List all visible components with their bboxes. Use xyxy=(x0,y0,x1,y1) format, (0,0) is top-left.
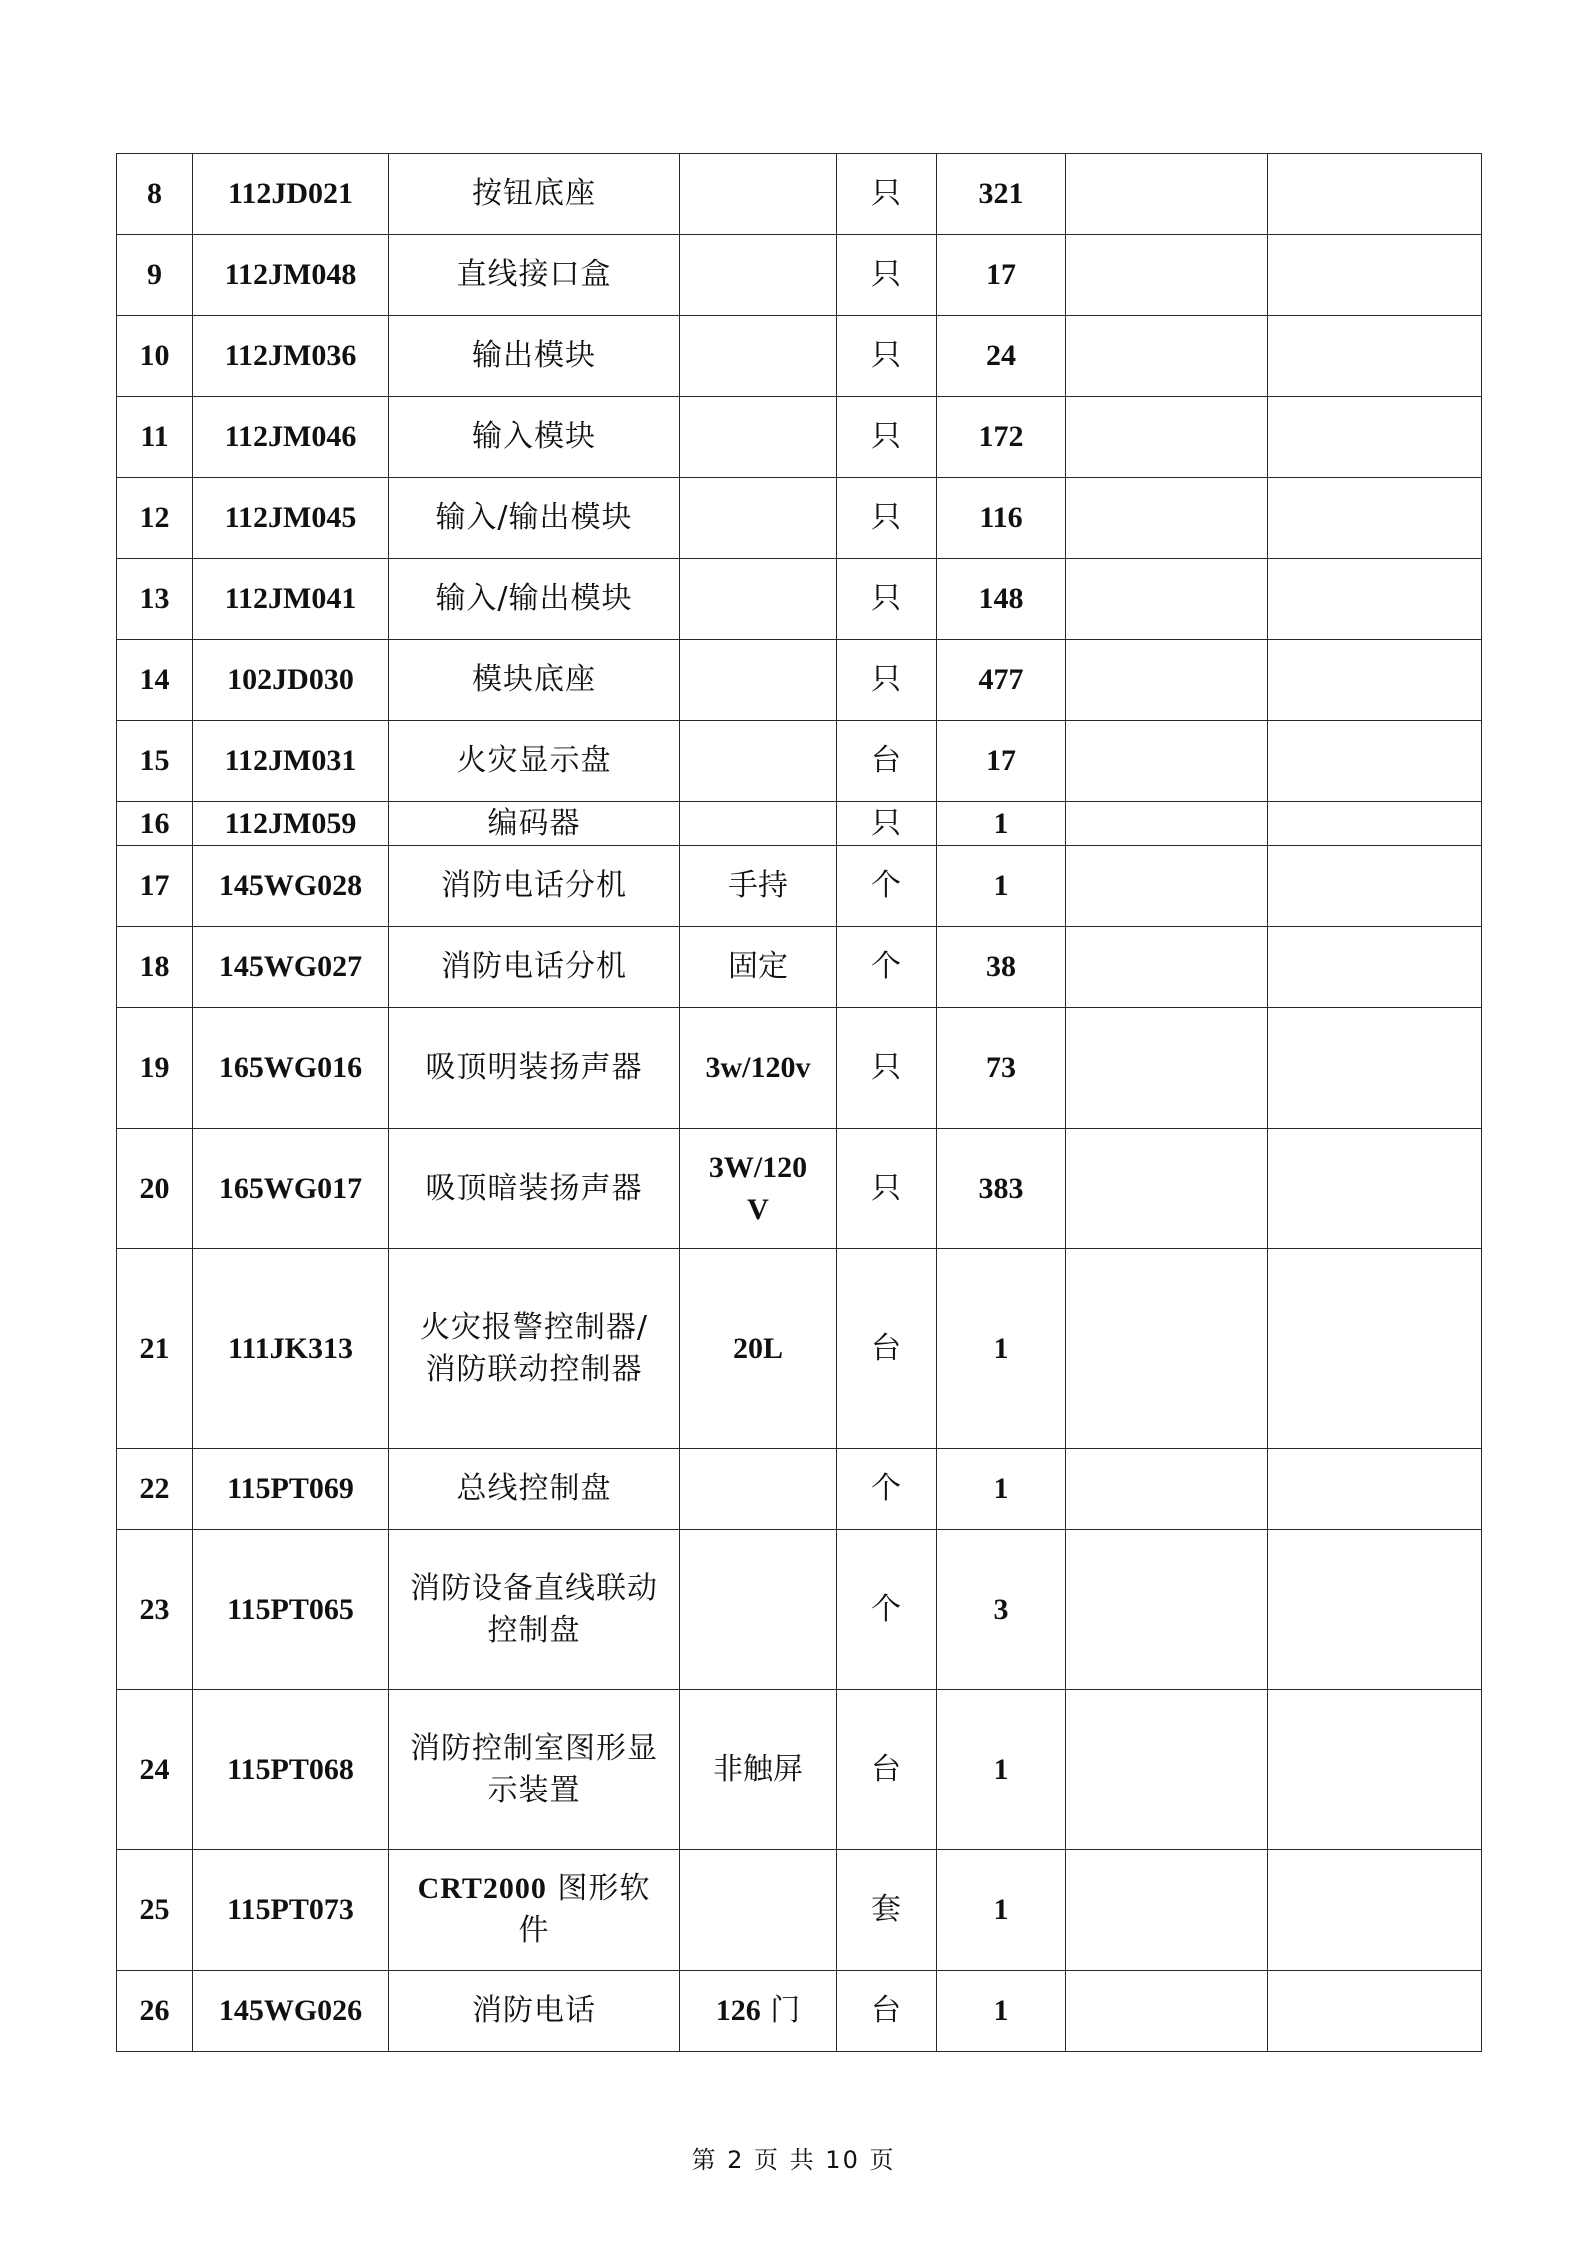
item-unit: 台 xyxy=(837,721,937,802)
item-spec xyxy=(680,397,837,478)
empty-cell xyxy=(1268,1449,1482,1530)
item-code: 112JD021 xyxy=(193,154,389,235)
row-number: 16 xyxy=(117,802,193,846)
item-code: 112JM048 xyxy=(193,235,389,316)
item-code: 115PT065 xyxy=(193,1530,389,1690)
item-spec xyxy=(680,478,837,559)
equipment-table xyxy=(116,153,1482,2052)
item-code: 102JD030 xyxy=(193,640,389,721)
item-spec: 手持 xyxy=(680,846,837,927)
table-row xyxy=(117,1129,1482,1249)
item-spec: 3w/120v xyxy=(680,1008,837,1129)
empty-cell xyxy=(1268,397,1482,478)
item-quantity: 383 xyxy=(937,1129,1066,1249)
item-code: 112JM059 xyxy=(193,802,389,846)
item-name: 总线控制盘 xyxy=(389,1449,680,1530)
item-spec: 20L xyxy=(680,1249,837,1449)
item-code: 145WG027 xyxy=(193,927,389,1008)
item-quantity: 17 xyxy=(937,235,1066,316)
item-quantity: 116 xyxy=(937,478,1066,559)
empty-cell xyxy=(1268,927,1482,1008)
row-number: 24 xyxy=(117,1690,193,1850)
empty-cell xyxy=(1268,1530,1482,1690)
item-unit: 台 xyxy=(837,1971,937,2052)
item-unit: 只 xyxy=(837,154,937,235)
item-unit: 个 xyxy=(837,927,937,1008)
item-spec xyxy=(680,316,837,397)
item-spec: 非触屏 xyxy=(680,1690,837,1850)
empty-cell xyxy=(1268,559,1482,640)
item-code: 165WG017 xyxy=(193,1129,389,1249)
item-spec xyxy=(680,154,837,235)
item-spec xyxy=(680,235,837,316)
item-quantity: 1 xyxy=(937,1690,1066,1850)
empty-cell xyxy=(1066,235,1268,316)
row-number: 15 xyxy=(117,721,193,802)
item-unit: 只 xyxy=(837,397,937,478)
row-number: 11 xyxy=(117,397,193,478)
empty-cell xyxy=(1066,1249,1268,1449)
empty-cell xyxy=(1066,478,1268,559)
item-spec xyxy=(680,721,837,802)
item-unit: 只 xyxy=(837,316,937,397)
empty-cell xyxy=(1066,927,1268,1008)
item-quantity: 24 xyxy=(937,316,1066,397)
item-quantity: 38 xyxy=(937,927,1066,1008)
table-row xyxy=(117,1690,1482,1850)
item-code: 115PT069 xyxy=(193,1449,389,1530)
item-name: CRT2000 图形软 件 xyxy=(389,1850,680,1971)
table-row xyxy=(117,640,1482,721)
table-row xyxy=(117,1449,1482,1530)
item-name: 编码器 xyxy=(389,802,680,846)
item-code: 145WG028 xyxy=(193,846,389,927)
empty-cell xyxy=(1066,1971,1268,2052)
item-name: 输入模块 xyxy=(389,397,680,478)
empty-cell xyxy=(1066,316,1268,397)
item-code: 165WG016 xyxy=(193,1008,389,1129)
item-unit: 只 xyxy=(837,235,937,316)
item-name: 输入/输出模块 xyxy=(389,559,680,640)
item-code: 111JK313 xyxy=(193,1249,389,1449)
row-number: 10 xyxy=(117,316,193,397)
row-number: 8 xyxy=(117,154,193,235)
item-spec xyxy=(680,1530,837,1690)
item-name: 输入/输出模块 xyxy=(389,478,680,559)
table-row xyxy=(117,802,1482,846)
item-quantity: 1 xyxy=(937,802,1066,846)
item-name: 火灾显示盘 xyxy=(389,721,680,802)
row-number: 20 xyxy=(117,1129,193,1249)
row-number: 19 xyxy=(117,1008,193,1129)
table-row xyxy=(117,1971,1482,2052)
row-number: 9 xyxy=(117,235,193,316)
empty-cell xyxy=(1066,559,1268,640)
empty-cell xyxy=(1268,316,1482,397)
item-unit: 台 xyxy=(837,1690,937,1850)
item-spec: 3W/120 V xyxy=(680,1129,837,1249)
empty-cell xyxy=(1268,640,1482,721)
item-name: 吸顶明装扬声器 xyxy=(389,1008,680,1129)
row-number: 17 xyxy=(117,846,193,927)
item-quantity: 148 xyxy=(937,559,1066,640)
item-unit: 个 xyxy=(837,1530,937,1690)
empty-cell xyxy=(1066,397,1268,478)
item-unit: 套 xyxy=(837,1850,937,1971)
item-code: 115PT073 xyxy=(193,1850,389,1971)
row-number: 23 xyxy=(117,1530,193,1690)
empty-cell xyxy=(1268,1850,1482,1971)
table-row xyxy=(117,397,1482,478)
empty-cell xyxy=(1268,154,1482,235)
item-name: 吸顶暗装扬声器 xyxy=(389,1129,680,1249)
item-code: 112JM045 xyxy=(193,478,389,559)
item-unit: 只 xyxy=(837,802,937,846)
table-body xyxy=(117,154,1482,2052)
empty-cell xyxy=(1066,640,1268,721)
table-row xyxy=(117,235,1482,316)
item-name: 消防设备直线联动 控制盘 xyxy=(389,1530,680,1690)
item-quantity: 477 xyxy=(937,640,1066,721)
table-row xyxy=(117,846,1482,927)
item-spec xyxy=(680,1449,837,1530)
empty-cell xyxy=(1066,154,1268,235)
item-unit: 只 xyxy=(837,640,937,721)
table-row xyxy=(117,316,1482,397)
empty-cell xyxy=(1066,1129,1268,1249)
empty-cell xyxy=(1066,1530,1268,1690)
item-name: 火灾报警控制器/ 消防联动控制器 xyxy=(389,1249,680,1449)
item-name: 按钮底座 xyxy=(389,154,680,235)
item-code: 145WG026 xyxy=(193,1971,389,2052)
item-quantity: 1 xyxy=(937,1971,1066,2052)
item-code: 115PT068 xyxy=(193,1690,389,1850)
row-number: 13 xyxy=(117,559,193,640)
empty-cell xyxy=(1066,1449,1268,1530)
empty-cell xyxy=(1268,721,1482,802)
table-row xyxy=(117,559,1482,640)
empty-cell xyxy=(1268,802,1482,846)
item-quantity: 3 xyxy=(937,1530,1066,1690)
item-spec: 固定 xyxy=(680,927,837,1008)
item-quantity: 172 xyxy=(937,397,1066,478)
empty-cell xyxy=(1268,1129,1482,1249)
item-spec: 126 门 xyxy=(680,1971,837,2052)
row-number: 12 xyxy=(117,478,193,559)
item-name: 直线接口盒 xyxy=(389,235,680,316)
item-quantity: 321 xyxy=(937,154,1066,235)
row-number: 26 xyxy=(117,1971,193,2052)
item-name: 消防电话分机 xyxy=(389,846,680,927)
item-quantity: 1 xyxy=(937,1850,1066,1971)
item-name: 消防电话 xyxy=(389,1971,680,2052)
row-number: 14 xyxy=(117,640,193,721)
table-row xyxy=(117,721,1482,802)
empty-cell xyxy=(1066,1690,1268,1850)
row-number: 18 xyxy=(117,927,193,1008)
item-spec xyxy=(680,1850,837,1971)
item-code: 112JM031 xyxy=(193,721,389,802)
table-row xyxy=(117,1530,1482,1690)
item-spec xyxy=(680,640,837,721)
row-number: 25 xyxy=(117,1850,193,1971)
item-unit: 只 xyxy=(837,559,937,640)
item-code: 112JM041 xyxy=(193,559,389,640)
empty-cell xyxy=(1066,846,1268,927)
item-name: 模块底座 xyxy=(389,640,680,721)
item-quantity: 1 xyxy=(937,1249,1066,1449)
item-spec xyxy=(680,559,837,640)
table-row xyxy=(117,927,1482,1008)
item-unit: 个 xyxy=(837,1449,937,1530)
table-row xyxy=(117,478,1482,559)
table-row xyxy=(117,1850,1482,1971)
table-row xyxy=(117,154,1482,235)
table-row xyxy=(117,1008,1482,1129)
item-quantity: 1 xyxy=(937,846,1066,927)
item-spec xyxy=(680,802,837,846)
item-quantity: 17 xyxy=(937,721,1066,802)
item-code: 112JM036 xyxy=(193,316,389,397)
row-number: 22 xyxy=(117,1449,193,1530)
item-unit: 只 xyxy=(837,1129,937,1249)
table-row xyxy=(117,1249,1482,1449)
item-quantity: 73 xyxy=(937,1008,1066,1129)
empty-cell xyxy=(1268,235,1482,316)
empty-cell xyxy=(1066,1008,1268,1129)
empty-cell xyxy=(1066,721,1268,802)
item-name: 消防控制室图形显 示装置 xyxy=(389,1690,680,1850)
item-name: 消防电话分机 xyxy=(389,927,680,1008)
page-footer: 第 2 页 共 10 页 xyxy=(691,2146,896,2174)
item-code: 112JM046 xyxy=(193,397,389,478)
empty-cell xyxy=(1268,846,1482,927)
item-unit: 只 xyxy=(837,478,937,559)
empty-cell xyxy=(1268,1249,1482,1449)
empty-cell xyxy=(1268,1971,1482,2052)
item-unit: 只 xyxy=(837,1008,937,1129)
empty-cell xyxy=(1268,1690,1482,1850)
item-name: 输出模块 xyxy=(389,316,680,397)
row-number: 21 xyxy=(117,1249,193,1449)
empty-cell xyxy=(1268,478,1482,559)
empty-cell xyxy=(1066,1850,1268,1971)
item-unit: 台 xyxy=(837,1249,937,1449)
empty-cell xyxy=(1066,802,1268,846)
empty-cell xyxy=(1268,1008,1482,1129)
item-unit: 个 xyxy=(837,846,937,927)
item-quantity: 1 xyxy=(937,1449,1066,1530)
